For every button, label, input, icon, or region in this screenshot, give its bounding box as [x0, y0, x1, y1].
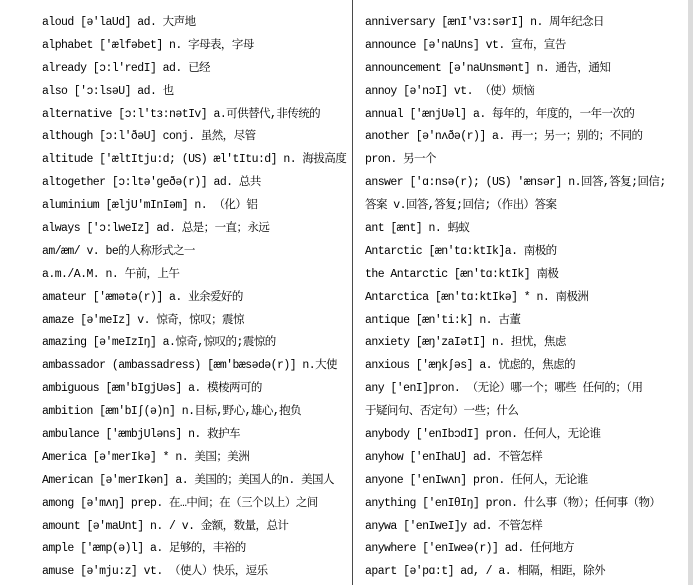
- entry-line: among [ə'mʌŋ] prep. 在…中间；在（三个以上）之间: [42, 496, 318, 510]
- vocab-entry: [365, 81, 683, 104]
- vocab-entry: [42, 447, 347, 470]
- vocab-entry: [365, 310, 683, 333]
- vocab-entry: [365, 218, 683, 241]
- entry-line: anniversary [ænI'vɜ:sərI] n. 周年纪念日: [365, 16, 604, 29]
- entry-line: anything ['enIθIŋ] pron. 什么事（物）；任何事（物）: [365, 496, 661, 510]
- entry-line: altogether [ɔ:ltə'geðə(r)] ad. 总共: [42, 176, 261, 190]
- entry-continuation-line: pron. 另一个: [365, 153, 436, 167]
- entry-line: apart [ə'pɑ:t] ad, / a. 相隔，相距，除外: [365, 565, 606, 579]
- right-column: [365, 12, 683, 585]
- vocab-entry: [365, 126, 683, 172]
- entry-line: any ['enI]pron. （无论）哪一个；哪些 任何的；（用: [365, 382, 643, 396]
- entry-line: amount [ə'maUnt] n. / v. 金额，数量，总计: [42, 519, 289, 533]
- entry-line: anywa ['enIweI]y ad. 不管怎样: [365, 519, 543, 533]
- entry-line: another [ə'nʌðə(r)] a. 再一；另一；别的；不同的: [365, 130, 643, 144]
- vocab-entry: [42, 355, 347, 378]
- vocab-entry: [42, 401, 347, 424]
- vocab-entry: [42, 195, 347, 218]
- vocab-entry: [42, 287, 347, 310]
- entry-line: announce [ə'naUns] vt. 宣布，宣告: [365, 38, 566, 52]
- vocab-entry: [42, 35, 347, 58]
- vocab-entry: [42, 172, 347, 195]
- vocab-entry: [365, 264, 683, 287]
- entry-line: anyone ['enIwʌn] pron. 任何人，无论谁: [365, 473, 588, 487]
- vocab-entry: [42, 81, 347, 104]
- entry-line: answer ['ɑ:nsə(r); (US) 'ænsər] n.回答,答复;回信;: [365, 176, 666, 190]
- vocab-entry: [365, 35, 683, 58]
- vocab-entry: [42, 561, 347, 584]
- entry-line: also ['ɔ:lsəU] ad. 也: [42, 84, 174, 98]
- left-column: [42, 12, 347, 585]
- entry-line: alphabet ['ælfəbet] n. 字母表，字母: [42, 38, 254, 52]
- vocab-entry: [42, 378, 347, 401]
- entry-line: Antarctica [æn'tɑ:ktIkə] * n. 南极洲: [365, 290, 589, 304]
- vocab-entry: [42, 218, 347, 241]
- vocab-entry: [42, 58, 347, 81]
- vocab-entry: [42, 12, 347, 35]
- entry-line: the Antarctic [æn'tɑ:ktIk] 南极: [365, 267, 559, 281]
- entry-line: announcement [ə'naUnsmənt] n. 通告，通知: [365, 61, 611, 75]
- entry-line: annoy [ə'nɔI] vt. （使）烦恼: [365, 84, 535, 98]
- vocab-entry: [42, 264, 347, 287]
- entry-line: a.m./A.M. n. 午前，上午: [42, 267, 180, 281]
- entry-line: ambition [æm'bIʃ(ə)n] n.目标,野心,雄心,抱负: [42, 405, 302, 419]
- vocab-entry: [365, 332, 683, 355]
- vocab-entry: [42, 470, 347, 493]
- vocab-entry: [365, 470, 683, 493]
- entry-line: American [ə'merIkən] a. 美国的；美国人的n. 美国人: [42, 473, 334, 487]
- entry-line: Antarctic [æn'tɑ:ktIk]a. 南极的: [365, 244, 557, 258]
- entry-line: aluminium [æljU'mInIəm] n. （化）铝: [42, 199, 258, 213]
- entry-line: anxious ['æŋkʃəs] a. 忧虑的，焦虑的: [365, 359, 576, 373]
- entry-line: ambassador (ambassadress) [æm'bæsədə(r)] n.大使: [42, 359, 337, 373]
- vocab-entry: [365, 355, 683, 378]
- column-divider: [352, 0, 353, 585]
- vocab-entry: [365, 561, 683, 584]
- entry-line: ant [ænt] n. 蚂蚁: [365, 222, 470, 236]
- entry-line: amaze [ə'meIz] v. 惊奇，惊叹；震惊: [42, 313, 244, 327]
- entry-line: ambiguous [æm'bIgjUəs] a. 模棱两可的: [42, 382, 262, 396]
- vocab-entry: [365, 447, 683, 470]
- vocab-entry: [42, 104, 347, 127]
- vocab-entry: [365, 287, 683, 310]
- entry-line: already [ɔ:l'redI] ad. 已经: [42, 61, 210, 75]
- entry-continuation-line: 答案 v.回答,答复;回信;（作出）答案: [365, 199, 557, 213]
- vocab-entry: [365, 424, 683, 447]
- vocab-entry: [42, 126, 347, 149]
- entry-line: alternative [ɔ:l'tɜ:nətIv] a.可供替代,非传统的: [42, 107, 321, 121]
- entry-line: amuse [ə'mju:z] vt. （使人）快乐，逗乐: [42, 565, 268, 579]
- entry-line: altitude ['æltItju:d; (US) æl'tItu:d] n. 海拔高度: [42, 153, 347, 167]
- vocab-entry: [365, 12, 683, 35]
- entry-line: although [ɔ:l'ðəU] conj. 虽然，尽管: [42, 130, 256, 144]
- vocab-entry: [42, 241, 347, 264]
- entry-line: America [ə'merIkə] * n. 美国；美洲: [42, 450, 250, 464]
- vocab-entry: [365, 104, 683, 127]
- entry-line: amazing [ə'meIzIŋ] a.惊奇,惊叹的;震惊的: [42, 336, 276, 350]
- entry-continuation-line: 于疑问句、否定句）一些；什么: [365, 405, 519, 419]
- vocab-entry: [365, 58, 683, 81]
- entry-line: always ['ɔ:lweIz] ad. 总是；一直；永远: [42, 222, 270, 236]
- entry-line: ample ['æmp(ə)l] a. 足够的，丰裕的: [42, 542, 246, 556]
- vocab-entry: [42, 493, 347, 516]
- entry-line: amateur ['æmətə(r)] a. 业余爱好的: [42, 290, 243, 304]
- vocab-entry: [365, 378, 683, 424]
- vocab-entry: [42, 516, 347, 539]
- vocab-entry: [365, 538, 683, 561]
- vocab-entry: [42, 332, 347, 355]
- entry-line: anywhere ['enIweə(r)] ad. 任何地方: [365, 542, 574, 556]
- entry-line: antique [æn'ti:k] n. 古董: [365, 313, 521, 327]
- vocab-entry: [365, 493, 683, 516]
- vocab-entry: [365, 172, 683, 218]
- entry-line: anxiety [æŋ'zaIətI] n. 担忧，焦虑: [365, 336, 566, 350]
- entry-line: anybody ['enIbɔdI] pron. 任何人，无论谁: [365, 428, 601, 442]
- vocab-entry: [365, 516, 683, 539]
- vocab-entry: [42, 149, 347, 172]
- entry-line: aloud [ə'laUd] ad. 大声地: [42, 16, 196, 29]
- entry-line: am/æm/ v. be的人称形式之一: [42, 244, 195, 258]
- vocab-entry: [42, 424, 347, 447]
- entry-line: annual ['ænjUəl] a. 每年的，年度的，一年一次的: [365, 107, 635, 121]
- vocab-entry: [42, 538, 347, 561]
- vocab-entry: [42, 310, 347, 333]
- entry-line: anyhow ['enIhaU] ad. 不管怎样: [365, 450, 543, 464]
- entry-line: ambulance ['æmbjUləns] n. 救护车: [42, 428, 240, 442]
- window-edge: [688, 0, 693, 585]
- vocab-entry: [365, 241, 683, 264]
